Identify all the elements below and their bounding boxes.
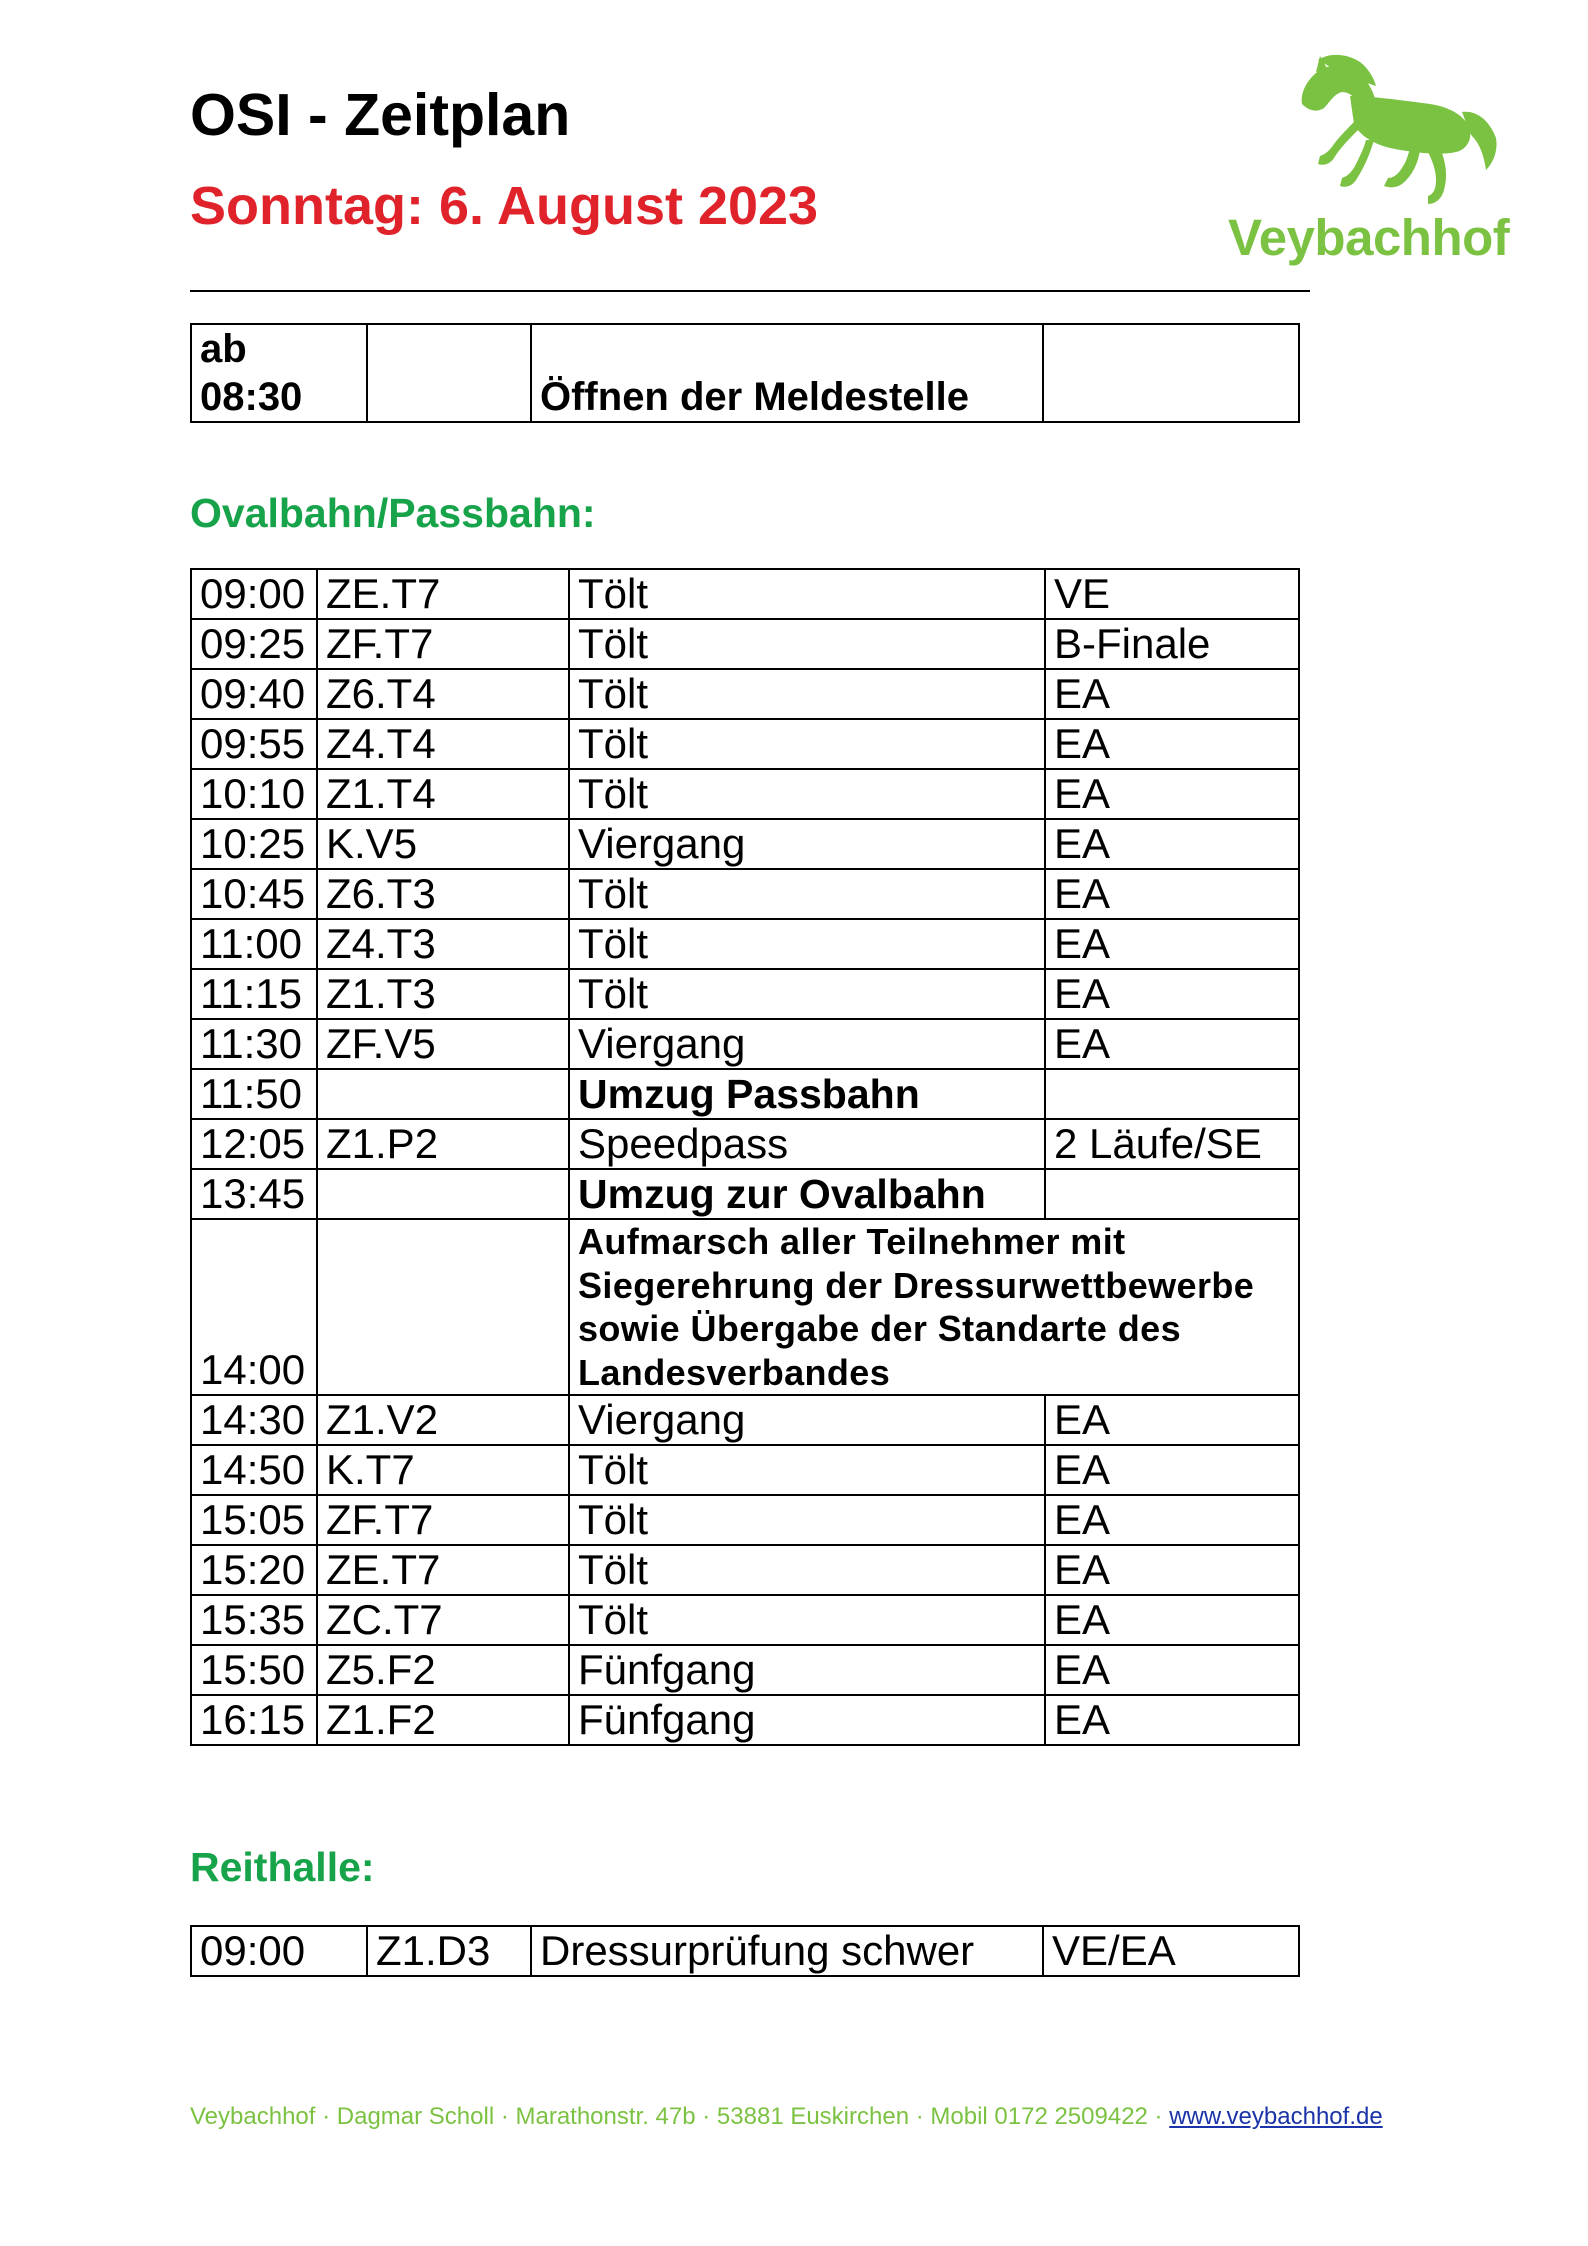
opening-event-cell: Öffnen der Meldestelle [531, 324, 1043, 422]
code-cell: ZF.T7 [317, 1495, 569, 1545]
code-cell: ZE.T7 [317, 569, 569, 619]
page-title: OSI - Zeitplan [190, 82, 571, 148]
table-row [191, 1169, 1299, 1219]
event-cell: Tölt [569, 569, 1045, 619]
type-cell: EA [1045, 1645, 1299, 1695]
table-row [191, 1645, 1299, 1695]
code-cell: ZF.V5 [317, 1019, 569, 1069]
type-cell: EA [1045, 819, 1299, 869]
time-cell: 11:00 [191, 919, 317, 969]
event-cell: Tölt [569, 1445, 1045, 1495]
code-cell: Z1.F2 [317, 1695, 569, 1745]
code-cell: Z1.P2 [317, 1119, 569, 1169]
code-cell: Z4.T3 [317, 919, 569, 969]
code-cell: ZF.T7 [317, 619, 569, 669]
type-cell: EA [1045, 969, 1299, 1019]
time-cell: 09:25 [191, 619, 317, 669]
event-cell: Speedpass [569, 1119, 1045, 1169]
time-cell: 11:30 [191, 1019, 317, 1069]
event-cell: Tölt [569, 969, 1045, 1019]
type-cell: EA [1045, 669, 1299, 719]
website-link[interactable]: www.veybachhof.de [1169, 2103, 1383, 2130]
table-row [191, 1219, 1299, 1395]
table-row [191, 1069, 1299, 1119]
table-row [191, 1495, 1299, 1545]
time-cell: 15:20 [191, 1545, 317, 1595]
event-cell: Fünfgang [569, 1645, 1045, 1695]
code-cell: K.T7 [317, 1445, 569, 1495]
table-row [191, 819, 1299, 869]
type-cell: EA [1045, 719, 1299, 769]
table-row [191, 969, 1299, 1019]
time-cell: 12:05 [191, 1119, 317, 1169]
type-cell: B-Finale [1045, 619, 1299, 669]
type-cell: EA [1045, 1595, 1299, 1645]
code-cell: Z1.T4 [317, 769, 569, 819]
code-cell: Z1.V2 [317, 1395, 569, 1445]
footer-address: Veybachhof · Dagmar Scholl · Marathonstr. 47b · 53881 Euskirchen · Mobil 0172 2509422 · [190, 2103, 1170, 2130]
time-cell: 14:30 [191, 1395, 317, 1445]
table-row [191, 1545, 1299, 1595]
event-cell: Viergang [569, 819, 1045, 869]
event-cell: Tölt [569, 1545, 1045, 1595]
time-cell: 11:50 [191, 1069, 317, 1119]
code-cell: ZE.T7 [317, 1545, 569, 1595]
code-cell: Z4.T4 [317, 719, 569, 769]
type-cell [1045, 1169, 1299, 1219]
table-row [191, 919, 1299, 969]
time-cell: 11:15 [191, 969, 317, 1019]
opening-table [190, 323, 1300, 423]
oval-section-heading: Ovalbahn/Passbahn: [190, 490, 596, 536]
logo-text: Veybachhof [1228, 209, 1510, 266]
time-cell: 09:00 [191, 1926, 367, 1976]
type-cell: VE [1045, 569, 1299, 619]
footer [190, 2102, 1383, 2132]
hall-section-heading: Reithalle: [190, 1844, 375, 1890]
oval-schedule-table [190, 568, 1300, 1746]
table-row [191, 1119, 1299, 1169]
type-cell: 2 Läufe/SE [1045, 1119, 1299, 1169]
event-cell: Tölt [569, 869, 1045, 919]
event-cell: Tölt [569, 769, 1045, 819]
table-row [191, 569, 1299, 619]
time-cell: 10:45 [191, 869, 317, 919]
opening-type-cell [1043, 324, 1299, 422]
opening-time: 08:30 [200, 375, 303, 419]
page-subtitle: Sonntag: 6. August 2023 [190, 176, 819, 236]
type-cell: EA [1045, 769, 1299, 819]
table-row [191, 669, 1299, 719]
table-row [191, 769, 1299, 819]
horse-icon [1290, 52, 1500, 212]
opening-time-cell [191, 324, 367, 422]
event-cell: Viergang [569, 1019, 1045, 1069]
event-cell: Fünfgang [569, 1695, 1045, 1745]
time-cell: 09:40 [191, 669, 317, 719]
code-cell [317, 1219, 569, 1395]
type-cell: EA [1045, 1695, 1299, 1745]
code-cell: Z1.D3 [367, 1926, 531, 1976]
code-cell: Z1.T3 [317, 969, 569, 1019]
event-cell: Umzug Passbahn [569, 1069, 1045, 1119]
type-cell: EA [1045, 1545, 1299, 1595]
type-cell: EA [1045, 919, 1299, 969]
time-cell: 13:45 [191, 1169, 317, 1219]
code-cell: K.V5 [317, 819, 569, 869]
table-row [191, 324, 1299, 422]
time-cell: 09:55 [191, 719, 317, 769]
veybachhof-logo [1228, 52, 1508, 272]
event-cell: Viergang [569, 1395, 1045, 1445]
event-cell: Tölt [569, 619, 1045, 669]
time-cell: 14:00 [191, 1219, 317, 1395]
event-cell: Aufmarsch aller Teilnehmer mit Siegerehrung der Dressurwettbewerbe sowie Übergabe der Standarte des Landesverbandes [569, 1219, 1299, 1395]
event-cell: Umzug zur Ovalbahn [569, 1169, 1045, 1219]
opening-time-prefix: ab [200, 327, 247, 371]
code-cell [317, 1069, 569, 1119]
time-cell: 15:35 [191, 1595, 317, 1645]
event-cell: Tölt [569, 719, 1045, 769]
table-row [191, 1926, 1299, 1976]
type-cell: EA [1045, 1019, 1299, 1069]
type-cell: EA [1045, 869, 1299, 919]
header-divider [190, 290, 1310, 292]
time-cell: 15:05 [191, 1495, 317, 1545]
code-cell: Z6.T4 [317, 669, 569, 719]
type-cell: VE/EA [1043, 1926, 1299, 1976]
table-row [191, 1695, 1299, 1745]
event-cell: Tölt [569, 1595, 1045, 1645]
type-cell: EA [1045, 1495, 1299, 1545]
table-row [191, 869, 1299, 919]
type-cell: EA [1045, 1395, 1299, 1445]
time-cell: 10:25 [191, 819, 317, 869]
time-cell: 09:00 [191, 569, 317, 619]
time-cell: 14:50 [191, 1445, 317, 1495]
table-row [191, 1445, 1299, 1495]
table-row [191, 1019, 1299, 1069]
event-cell: Tölt [569, 669, 1045, 719]
event-cell: Tölt [569, 1495, 1045, 1545]
table-row [191, 719, 1299, 769]
hall-schedule-table [190, 1925, 1300, 1977]
event-cell: Dressurprüfung schwer [531, 1926, 1043, 1976]
time-cell: 15:50 [191, 1645, 317, 1695]
event-cell: Tölt [569, 919, 1045, 969]
time-cell: 10:10 [191, 769, 317, 819]
code-cell [317, 1169, 569, 1219]
table-row [191, 1395, 1299, 1445]
code-cell: Z6.T3 [317, 869, 569, 919]
code-cell: ZC.T7 [317, 1595, 569, 1645]
table-row [191, 1595, 1299, 1645]
type-cell [1045, 1069, 1299, 1119]
type-cell: EA [1045, 1445, 1299, 1495]
code-cell: Z5.F2 [317, 1645, 569, 1695]
table-row [191, 619, 1299, 669]
time-cell: 16:15 [191, 1695, 317, 1745]
opening-code-cell [367, 324, 531, 422]
